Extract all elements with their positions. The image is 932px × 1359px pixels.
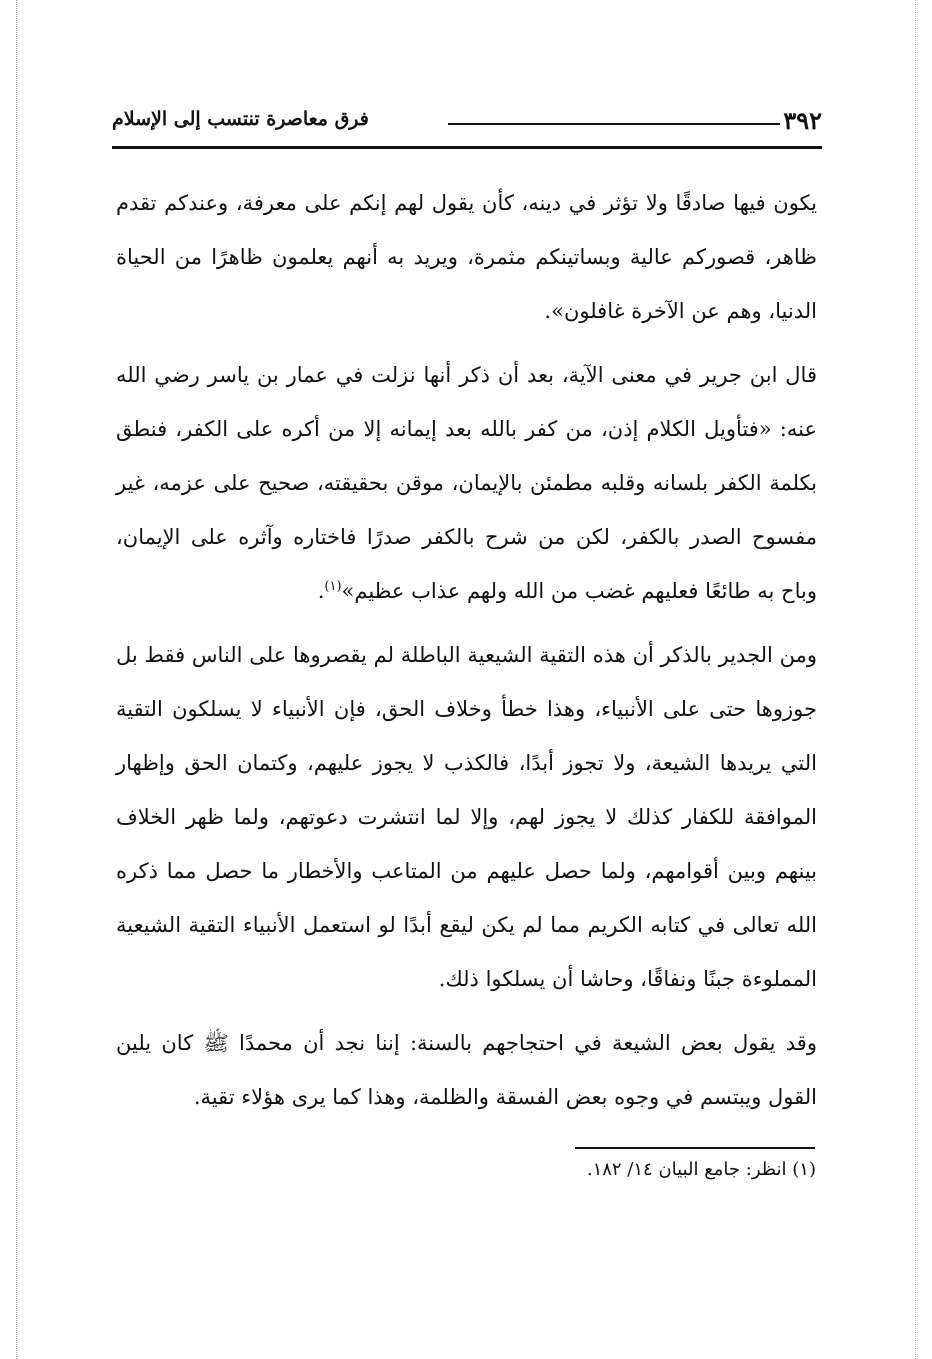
right-margin-guide (915, 0, 916, 1359)
header-divider (112, 146, 822, 149)
paragraph-continuation (116, 176, 817, 338)
footnote-reference[interactable]: (١) (324, 579, 342, 594)
paragraph-text: ومن الجدير بالذكر أن هذه التقية الشيعية الباطلة لم يقصروها على الناس فقط بل جوزوها حتى على الأنبياء، وهذا خطأ وخلاف الحق، فإن الأنبياء لا يسلكون التقية التي يريدها الشيعة، ولا تجوز أبدًا، فالكذب لا يجوز عليهم، وكتمان الحق وإظهار الموافقة للكفار كذلك لا يجوز لهم، وإلا لما انتشرت دعوتهم، ولما ظهر الخلاف بينهم وبين أقوامهم، ولما حصل عليهم من المتاعب والأخطار ما حصل مما ذكره الله تعالى في كتابه الكريم مما لم يكن ليقع أبدًا لو استعمل الأنبياء التقية الشيعية المملوءة جبنًا ونفاقًا، وحاشا أن يسلكوا ذلك. (116, 643, 817, 991)
running-title: فرق معاصرة تنتسب إلى الإسلام (112, 108, 369, 130)
footnote: (١) انظر: جامع البيان ١٤/ ١٨٢. (586, 1159, 816, 1180)
paragraph-text: يكون فيها صادقًا ولا تؤثر في دينه، كأن يقول لهم إنكم على معرفة، وعندكم تقدم ظاهر، قصوركم عالية وبساتينكم مثمرة، ويريد به أنهم يعلمون ظاهرًا من الحياة الدنيا، وهم عن الآخرة غافلون». (116, 191, 817, 323)
paragraph-sunna-argument (116, 1016, 817, 1124)
left-margin-guide (16, 0, 17, 1359)
main-text (116, 176, 817, 1124)
paragraph-ending: . (317, 579, 325, 603)
page-header (112, 108, 822, 138)
paragraph-prophets-taqiyya (116, 628, 817, 1006)
footnote-divider (575, 1147, 815, 1149)
paragraph-text: قال ابن جرير في معنى الآية، بعد أن ذكر أنها نزلت في عمار بن ياسر رضي الله عنه: «فتأويل الكلام إذن، من كفر بالله بعد إيمانه إلا من أكره على الكفر، فنطق بكلمة الكفر بلسانه وقلبه مطمئن بالإيمان، موقن بحقيقته، صحيح على عزمه، غير مفسوح الصدر بالكفر، لكن من شرح بالكفر صدرًا فاختاره وآثره على الإيمان، وباح به طائعًا فعليهم غضب من الله ولهم عذاب عظيم» (116, 363, 817, 603)
page-number: ٣٩٢ (783, 106, 822, 135)
header-title-line (448, 123, 780, 125)
paragraph-ibn-jarir-quote (116, 348, 817, 618)
paragraph-text: وقد يقول بعض الشيعة في احتجاجهم بالسنة: إننا نجد أن محمدًا ﷺ كان يلين القول ويبتسم في وجوه بعض الفسقة والظلمة، وهذا كما يرى هؤلاء تقية. (116, 1031, 817, 1109)
